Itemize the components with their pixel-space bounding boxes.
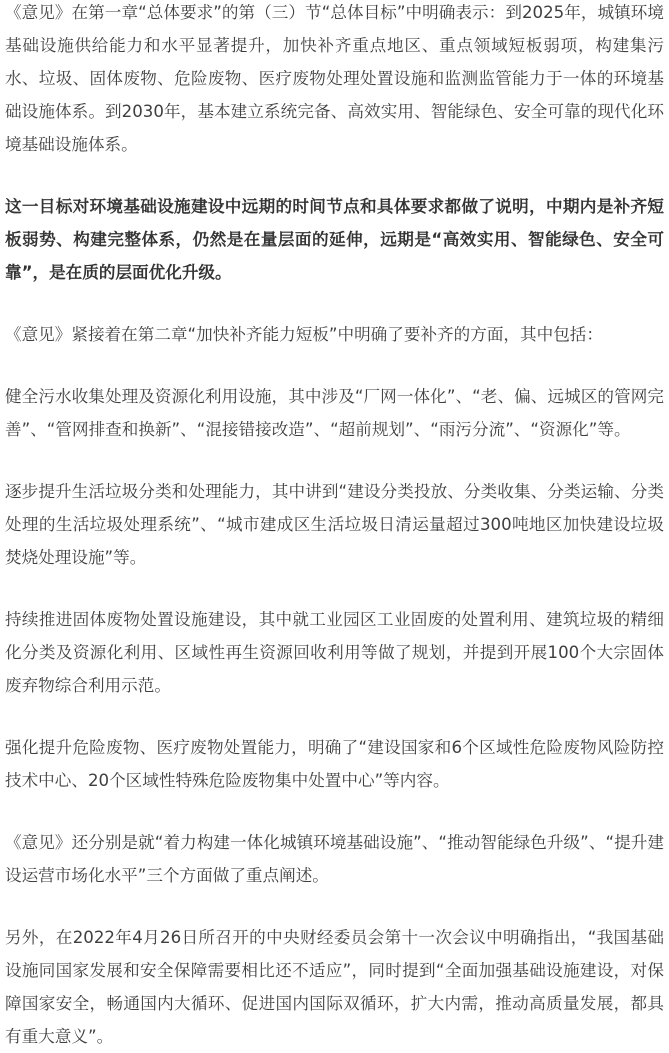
paragraph-hazardous-waste: 强化提升危险废物、医疗废物处置能力，明确了“建设国家和6个区域性危险废物风险防控技术中心、20个区域性特殊危险废物集中处置中心”等内容。	[5, 738, 664, 790]
paragraph-central-meeting: 另外，在2022年4月26日所召开的中央财经委员会第十一次会议中明确指出，“我国基础设施同国家发展和安全保障需要相比还不适应”，同时提到“全面加强基础设施建设，对保障国家安全，畅通国内大循环、促进国内国际双循环，扩大内需，推动高质量发展，都具有重大意义”。	[5, 928, 664, 1046]
paragraph-other-aspects: 《意见》还分别是就“着力构建一体化城镇环境基础设施”、“推动智能绿色升级”、“提升建设运营市场化水平”三个方面做了重点阐述。	[5, 833, 664, 885]
paragraph-sewage-facilities: 健全污水收集处理及资源化利用设施，其中涉及“厂网一体化”、“老、偏、远城区的管网完善”、“管网排查和换新”、“混接错接改造”、“超前规划”、“雨污分流”、“资源化”等。	[5, 387, 664, 439]
paragraph-chapter-two-intro: 《意见》紧接着在第二章“加快补齐能力短板”中明确了要补齐的方面，其中包括：	[5, 325, 603, 344]
paragraph-overall-goal: 《意见》在第一章“总体要求”的第（三）节“总体目标”中明确表示：到2025年，城镇环境基础设施供给能力和水平显著提升，加快补齐重点地区、重点领域短板弱项，构建集污水、垃圾、固体废物、危险废物、医疗废物处理处置设施和监测监管能力于一体的环境基础设施体系。到2030年，基本建立系统完备、高效实用、智能绿色、安全可靠的现代化环境基础设施体系。	[5, 3, 664, 154]
paragraph-solid-waste: 持续推进固体废物处置设施建设，其中就工业园区工业固废的处置利用、建筑垃圾的精细化分类及资源化利用、区域性再生资源回收利用等做了规划，并提到开展100个大宗固体废弃物综合利用示范。	[5, 610, 664, 695]
paragraph-goal-analysis: 这一目标对环境基础设施建设中远期的时间节点和具体要求都做了说明，中期内是补齐短板弱势、构建完整体系，仍然是在量层面的延伸，远期是“高效实用、智能绿色、安全可靠”，是在质的层面优化升级。	[5, 197, 664, 282]
paragraph-household-waste: 逐步提升生活垃圾分类和处理能力，其中讲到“建设分类投放、分类收集、分类运输、分类处理的生活垃圾处理系统”、“城市建成区生活垃圾日清运量超过300吨地区加快建设垃圾焚烧处理设施”等。	[5, 482, 664, 567]
